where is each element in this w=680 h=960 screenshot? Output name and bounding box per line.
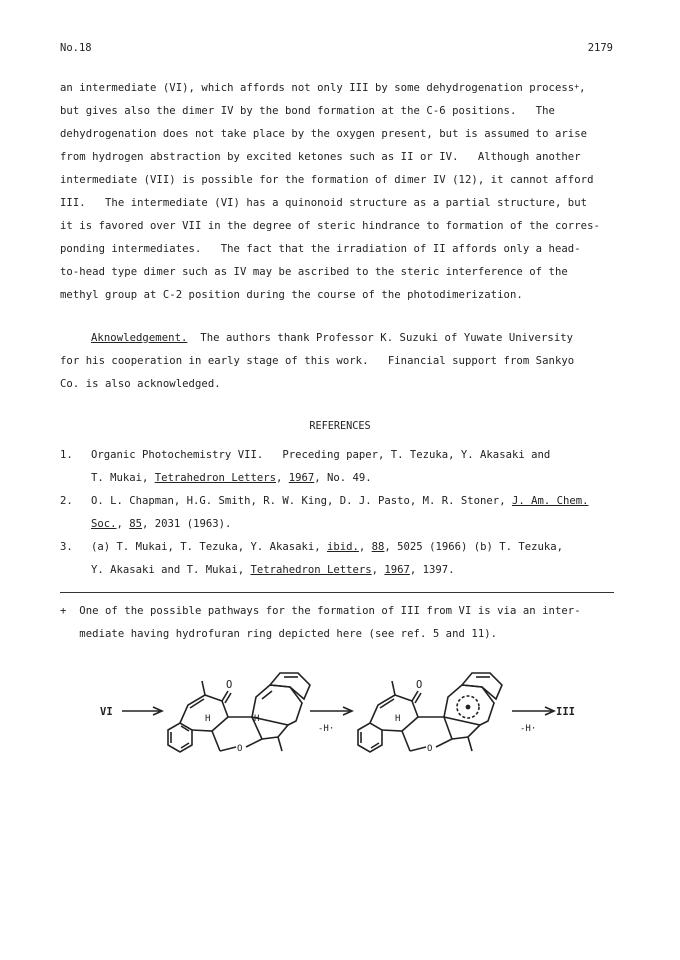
reference-line (91, 472, 372, 484)
text-line: it is favored over VII in the degree of steric hindrance to formation of the corres- (60, 220, 600, 232)
reference-number: 2. (60, 495, 73, 507)
reference-text: , (371, 564, 385, 576)
reference-citation: Tetrahedron Letters (154, 472, 276, 484)
reference-citation: Soc. (91, 518, 117, 530)
reference-text: , 1397. (409, 564, 455, 576)
start-compound-label: VI (100, 706, 113, 718)
acknowledgement-text: The authors thank Professor K. Suzuki of Yuwate University (187, 332, 574, 344)
reference-text: T. Mukai, (91, 472, 155, 484)
reference-citation: ibid. (327, 541, 359, 553)
text-line: dehydrogenation does not take place by the oxygen present, but is assumed to arise (60, 128, 588, 140)
reference-line (91, 564, 455, 576)
step-label: -H· (520, 724, 537, 734)
reference-citation: 1967 (288, 472, 315, 484)
reference-text: , No. 49. (314, 472, 372, 484)
reference-number: 3. (60, 541, 73, 553)
step-label: -H· (318, 724, 335, 734)
reference-number: 1. (60, 449, 73, 461)
footnote-line: mediate having hydrofuran ring depicted here (see ref. 5 and 11). (60, 628, 498, 640)
text-line: methyl group at C-2 position during the course of the photodimerization. (60, 289, 523, 301)
reference-citation: 88 (371, 541, 385, 553)
reference-text: , 2031 (1963). (142, 518, 232, 530)
reference-citation: J. Am. Chem. (511, 495, 589, 507)
ring-oxygen-label: O (427, 744, 433, 754)
intermediate-structure (168, 673, 310, 752)
text-line: to-head type dimer such as IV may be ascribed to the steric interference of the (60, 266, 568, 278)
reference-text: , 5025 (1966) (b) T. Tezuka, (384, 541, 564, 553)
reference-text: (a) T. Mukai, T. Tezuka, Y. Akasaki, (91, 541, 327, 553)
methyl-bond (468, 737, 472, 751)
text-line: III. The intermediate (VI) has a quinonoid structure as a partial structure, but (60, 197, 588, 209)
text-line-segment: , (579, 82, 586, 94)
acknowledgement-line: for his cooperation in early stage of this work. Financial support from Sankyo (60, 355, 575, 367)
reference-citation: 85 (129, 518, 143, 530)
methyl-bond (278, 737, 282, 751)
ring-oxygen-label: O (237, 744, 243, 754)
reference-text: Y. Akasaki and T. Mukai, (91, 564, 251, 576)
text-line: but gives also the dimer IV by the bond formation at the C-6 positions. The (60, 105, 555, 117)
text-line: intermediate (VII) is possible for the formation of dimer IV (12), it cannot afford (60, 174, 594, 186)
footnote-marker: + (574, 82, 580, 91)
radical-structure (358, 673, 502, 752)
reference-line (91, 518, 231, 530)
methyl-bond (392, 681, 395, 695)
carbonyl-oxygen-label: O (226, 679, 233, 691)
text-line-segment: an intermediate (VI), which affords not only III by some dehydrogenation process (60, 82, 575, 94)
reference-text: , (358, 541, 372, 553)
footnote-line: + One of the possible pathways for the formation of III from VI is via an inter- (60, 605, 581, 617)
hydrogen-label: H (254, 714, 260, 724)
hydrogen-label: H (205, 714, 211, 724)
end-compound-label: III (556, 706, 575, 718)
reference-text: O. L. Chapman, H.G. Smith, R. W. King, D. J. Pasto, M. R. Stoner, (91, 495, 512, 507)
reaction-scheme (0, 655, 680, 775)
footnote-divider (60, 592, 614, 593)
references-heading: REFERENCES (309, 421, 371, 432)
methyl-bond (202, 681, 205, 695)
text-line: ponding intermediates. The fact that the irradiation of II affords only a head- (60, 243, 581, 255)
reference-line (91, 541, 563, 553)
reference-line (91, 495, 589, 507)
page-number: 2179 (587, 42, 613, 54)
text-line: from hydrogen abstraction by excited ketones such as II or IV. Although another (60, 151, 581, 163)
acknowledgement-line (91, 332, 573, 344)
acknowledgement-heading: Aknowledgement. (91, 332, 188, 344)
acknowledgement-line: Co. is also acknowledged. (60, 378, 221, 390)
running-header-journal: No.18 (60, 42, 92, 54)
reference-line (91, 449, 550, 461)
text-line (60, 82, 586, 94)
radical-dot (466, 705, 471, 710)
reference-text: , (275, 472, 289, 484)
reference-text: Organic Photochemistry VII. Preceding paper, T. Tezuka, Y. Akasaki and (91, 449, 551, 461)
reference-text: , (116, 518, 130, 530)
reference-citation: Tetrahedron Letters (250, 564, 372, 576)
hydrogen-label: H (395, 714, 401, 724)
reference-citation: 1967 (384, 564, 410, 576)
carbonyl-oxygen-label: O (416, 679, 423, 691)
